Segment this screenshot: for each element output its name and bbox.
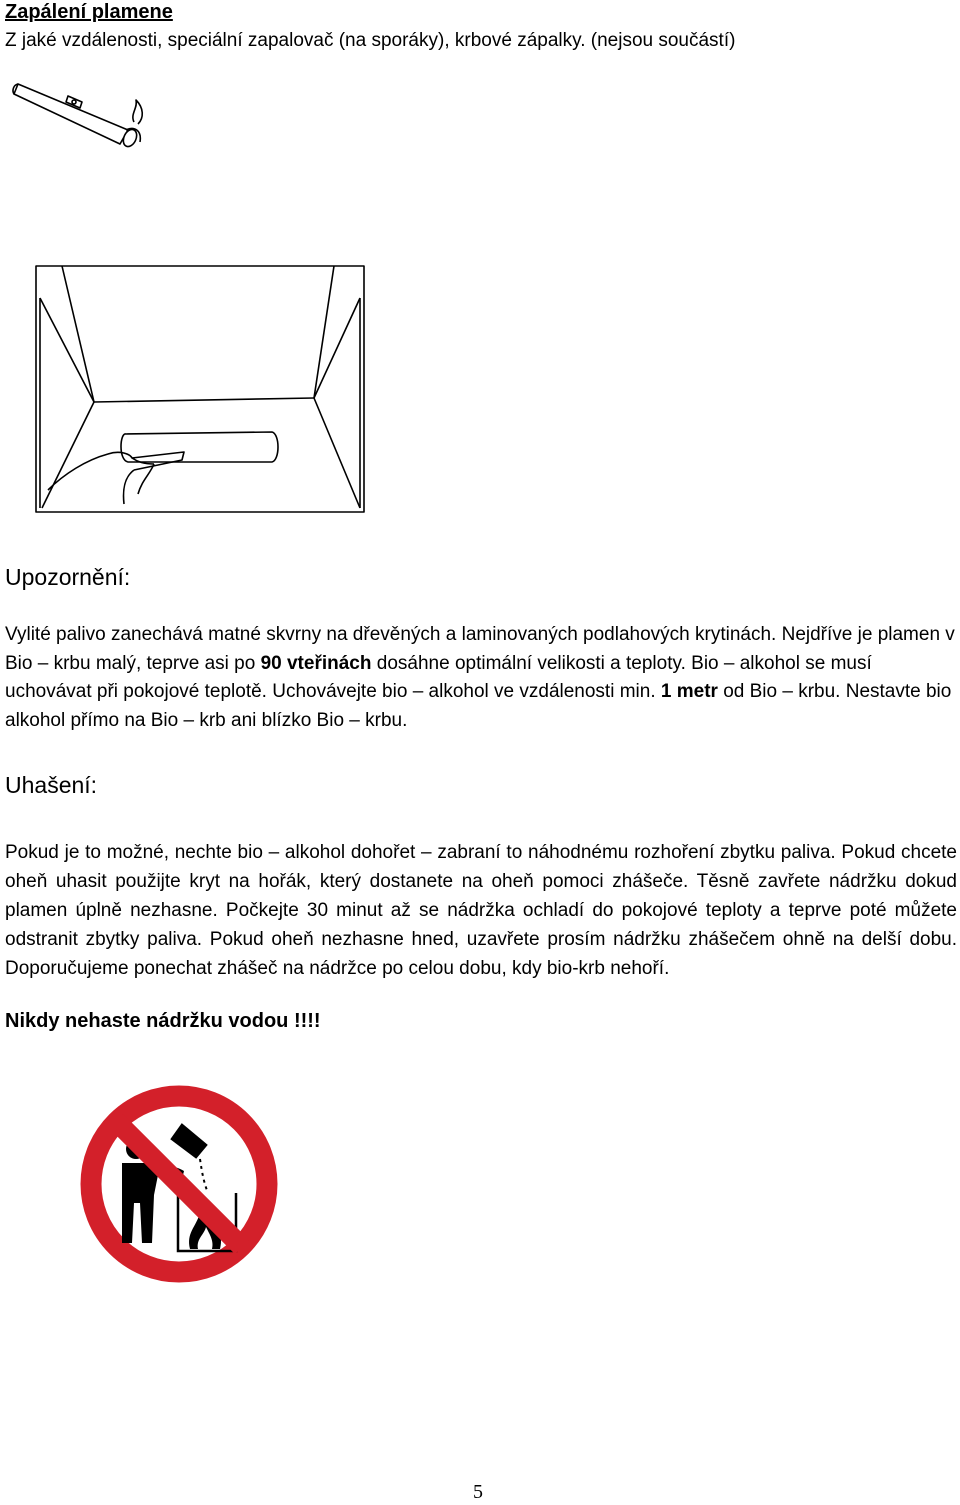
extinguish-heading: Uhašení: xyxy=(5,772,98,798)
warning-distance-highlight: 1 metr xyxy=(660,681,718,702)
extinguish-paragraph: Pokud je to možné, nechte bio – alkohol dohořet – zabraní to náhodnému rozhoření zbytku paliva. Pokud chcete oheň uhasit použijte kryt na hořák, který dostanete na oheň pomoci zhášeče. Těsně zavřete nádržku dokud plamen úplně nezhasne. Počkejte 30 minut až se nádržka ochladí do pokojové teploty a teprve poté můžete odstranit zbytky paliva. Pokud oheň nezhasne hned, uzavřete prosím nádržku zhášečem ohně na delší dobu. Doporučujeme ponechat zhášeč na nádržce po celou dobu, kdy bio-krb nehoří. xyxy=(5,842,957,979)
page-number: 5 xyxy=(473,1481,483,1503)
lighting-subtitle: Z jaké vzdálenosti, speciální zapalovač (na sporáky), krbové zápalky. (nejsou součástí) xyxy=(5,30,736,51)
fireplace-lighting-illustration xyxy=(34,264,368,516)
warning-heading: Upozornění: xyxy=(5,564,131,590)
warning-paragraph xyxy=(5,621,957,735)
warning-text-part2: dosáhne optimální velikosti a teploty. Bio – alkohol se musí uchovávat při pokojové teplotě. Uchovávejte bio – alkohol ve vzdálenosti min. xyxy=(5,652,872,702)
warning-seconds-highlight: 90 vteřinách xyxy=(260,652,372,674)
warning-text-part1: Vylité palivo zanechává matné skvrny na dřevěných a laminovaných podlahových krytinách. Nejdříve je plamen v Bio – krbu malý, teprve asi po xyxy=(5,624,955,674)
lighter-illustration xyxy=(10,78,160,153)
no-water-on-fire-sign xyxy=(78,1083,280,1285)
warning-text-part3: od Bio – krbu. Nestavte bio alkohol přímo na Bio – krb ani blízko Bio – krbu. xyxy=(5,681,952,731)
page-title: Zapálení plamene xyxy=(5,1,173,23)
no-water-warning: Nikdy nehaste nádržku vodou !!!! xyxy=(5,1010,321,1032)
